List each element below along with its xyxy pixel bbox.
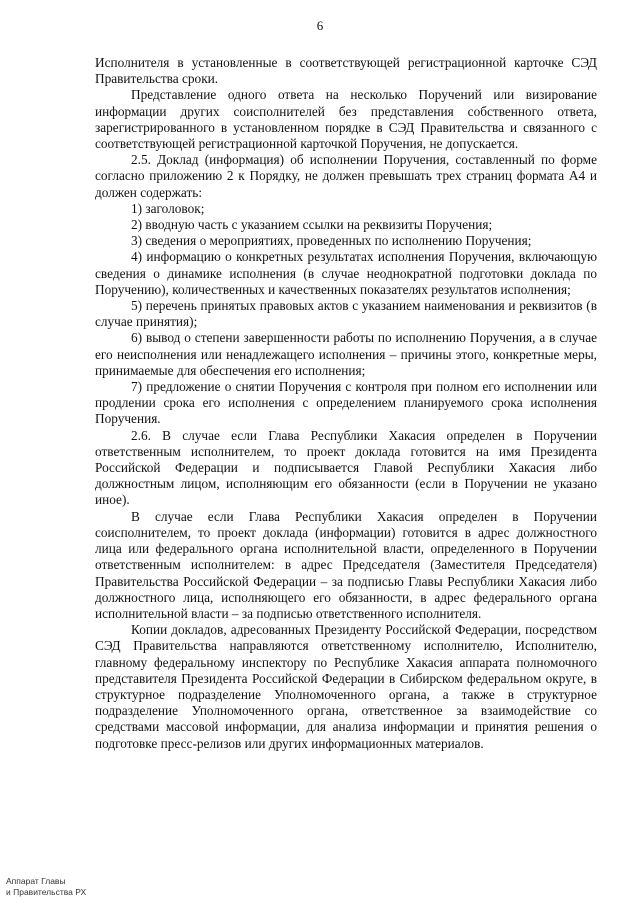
list-item-3: 3) сведения о мероприятиях, проведенных по исполнению Поручения;: [131, 233, 532, 249]
list-item-5: 5) перечень принятых правовых актов с указанием наименования и реквизитов (в случае принятия);: [95, 298, 597, 330]
paragraph-2-5: 2.5. Доклад (информация) об исполнении Поручения, составленный по форме согласно приложению 2 к Порядку, не должен превышать трех страниц формата А4 и должен содержать:: [95, 152, 597, 200]
paragraph-single-answer: Представление одного ответа на несколько Поручений или визирование информации других соисполнителей без представления собственного ответа, зарегистрированного в установленном порядке в СЭД Правительства и связанного с соответствующей регистрационной карточкой Поручения, не допускается.: [95, 87, 597, 152]
list-item-2: 2) вводную часть с указанием ссылки на реквизиты Поручения;: [131, 217, 493, 233]
paragraph-2-6: 2.6. В случае если Глава Республики Хакасия определен в Поручении ответственным исполнителем, то проект доклада готовится на имя Президента Российской Федерации и подписывается Главой Республики Хакасия либо должностным лицом, исполняющим его обязанности (если в Поручении не указано иное).: [95, 427, 597, 508]
paragraph-continuation: Исполнителя в установленные в соответствующей регистрационной карточке СЭД Правительства сроки.: [95, 55, 597, 87]
footer-stamp-line2: и Правительства РХ: [6, 887, 87, 897]
list-item-4: 4) информацию о конкретных результатах исполнения Поручения, включающую сведения о динамике исполнения (в случае неоднократной подготовки доклада по Поручению), количественных и качественных показателях результатов исполнения;: [95, 249, 597, 297]
footer-stamp: [6, 876, 86, 898]
paragraph-coexecutor: В случае если Глава Республики Хакасия определен в Поручении соисполнителем, то проект доклада (информации) готовится в адрес должностного лица или федерального органа исполнительной власти, определенного в Поручении ответственным исполнителем: в адрес Председателя (Заместителя Председателя) Правительства Российской Федерации – за подписью Главы Республики Хакасия либо должностного лица, исполняющего его обязанности, в адрес федерального органа исполнительной власти – за подписью ответственного исполнителя.: [95, 508, 597, 621]
list-item-1: 1) заголовок;: [131, 200, 205, 216]
page-number: 6: [316, 18, 324, 33]
paragraph-copies: Копии докладов, адресованных Президенту Российской Федерации, посредством СЭД Правительства направляются ответственному исполнителю, Исполнителю, главному федеральному инспектору по Республике Хакасия аппарата полномочного представителя Президента Российской Федерации в Сибирском федеральном округе, в структурное подразделение Уполномоченного органа, а также в структурное подразделение Уполномоченного органа, ответственное за взаимодействие со средствами массовой информации, для анализа информации и принятия решения о подготовке пресс-релизов или других информационных материалов.: [95, 622, 597, 751]
list-item-6: 6) вывод о степени завершенности работы по исполнению Поручения, а в случае его неисполнения или ненадлежащего исполнения – причины этого, конкретные меры, принимаемые для обеспечения его исполнения;: [95, 330, 597, 378]
document-body: [95, 55, 597, 752]
footer-stamp-line1: Аппарат Главы: [6, 876, 66, 886]
list-item-7: 7) предложение о снятии Поручения с контроля при полном его исполнении или продлении срока его исполнения с определением планируемого срока исполнения Поручения.: [95, 379, 597, 427]
